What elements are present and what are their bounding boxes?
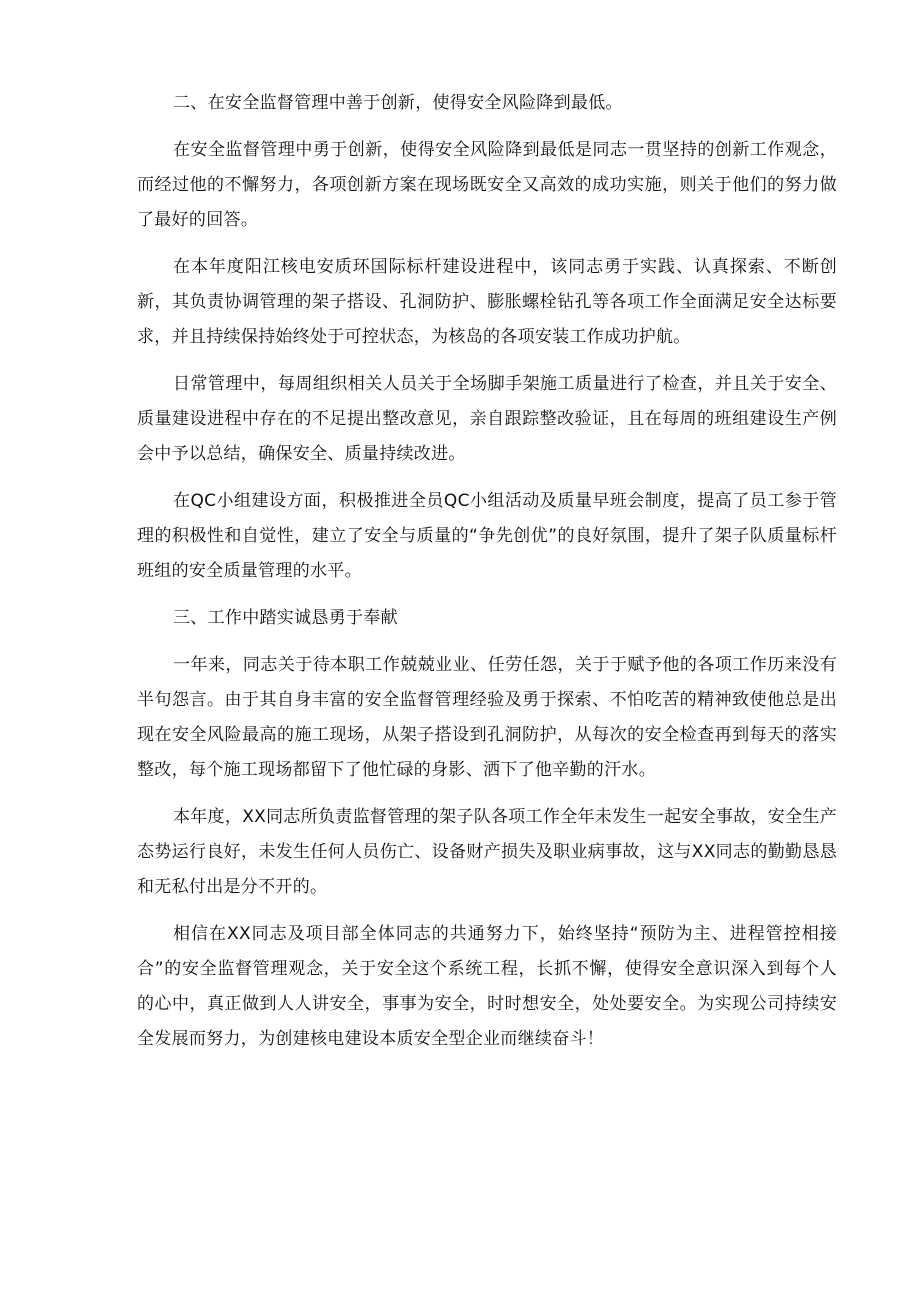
paragraph: 在QC小组建设方面，积极推进全员QC小组活动及质量早班会制度，提高了员工参于管理的积极性和自觉性，建立了安全与质量的“争先创优”的良好氛围，提升了架子队质量标杆班组的安全质量管理的水平。 <box>137 491 837 581</box>
document-body <box>137 86 837 1069</box>
section-heading-dedication: 三、工作中踏实诚恳勇于奉献 <box>173 608 398 628</box>
paragraph: 日常管理中，每周组织相关人员关于全场脚手架施工质量进行了检查，并且关于安全、质量建设进程中存在的不足提出整改意见，亲自跟踪整改验证，且在每周的班组建设生产例会中予以总结，确保安全、质量持续改进。 <box>137 374 837 464</box>
paragraph: 在本年度阳江核电安质环国际标杆建设进程中，该同志勇于实践、认真探索、不断创新，其负责协调管理的架子搭设、孔洞防护、膨胀螺栓钻孔等各项工作全面满足安全达标要求，并且持续保持始终处于可控状态，为核岛的各项安装工作成功护航。 <box>137 257 837 347</box>
section-heading-innovation: 二、在安全监督管理中善于创新，使得安全风险降到最低。 <box>173 93 623 113</box>
paragraph: 相信在XX同志及项目部全体同志的共通努力下，始终坚持“预防为主、进程管控相接合”的安全监督管理观念，关于安全这个系统工程，长抓不懈，使得安全意识深入到每个人的心中，真正做到人人讲安全，事事为安全，时时想安全，处处要安全。为实现公司持续安全发展而努力，为创建核电建设本质安全型企业而继续奋斗！ <box>137 924 837 1049</box>
paragraph: 本年度，XX同志所负责监督管理的架子队各项工作全年未发生一起安全事故，安全生产态势运行良好，未发生任何人员伤亡、设备财产损失及职业病事故，这与XX同志的勤勤恳恳和无私付出是分不开的。 <box>137 807 837 897</box>
paragraph: 一年来，同志关于待本职工作兢兢业业、任劳任怨，关于于赋予他的各项工作历来没有半句怨言。由于其自身丰富的安全监督管理经验及勇于探索、不怕吃苦的精神致使他总是出现在安全风险最高的施工现场，从架子搭设到孔洞防护，从每次的安全检查再到每天的落实整改，每个施工现场都留下了他忙碌的身影、洒下了他辛勤的汗水。 <box>137 655 837 780</box>
paragraph: 在安全监督管理中勇于创新，使得安全风险降到最低是同志一贯坚持的创新工作观念，而经过他的不懈努力，各项创新方案在现场既安全又高效的成功实施，则关于他们的努力做了最好的回答。 <box>137 140 837 230</box>
